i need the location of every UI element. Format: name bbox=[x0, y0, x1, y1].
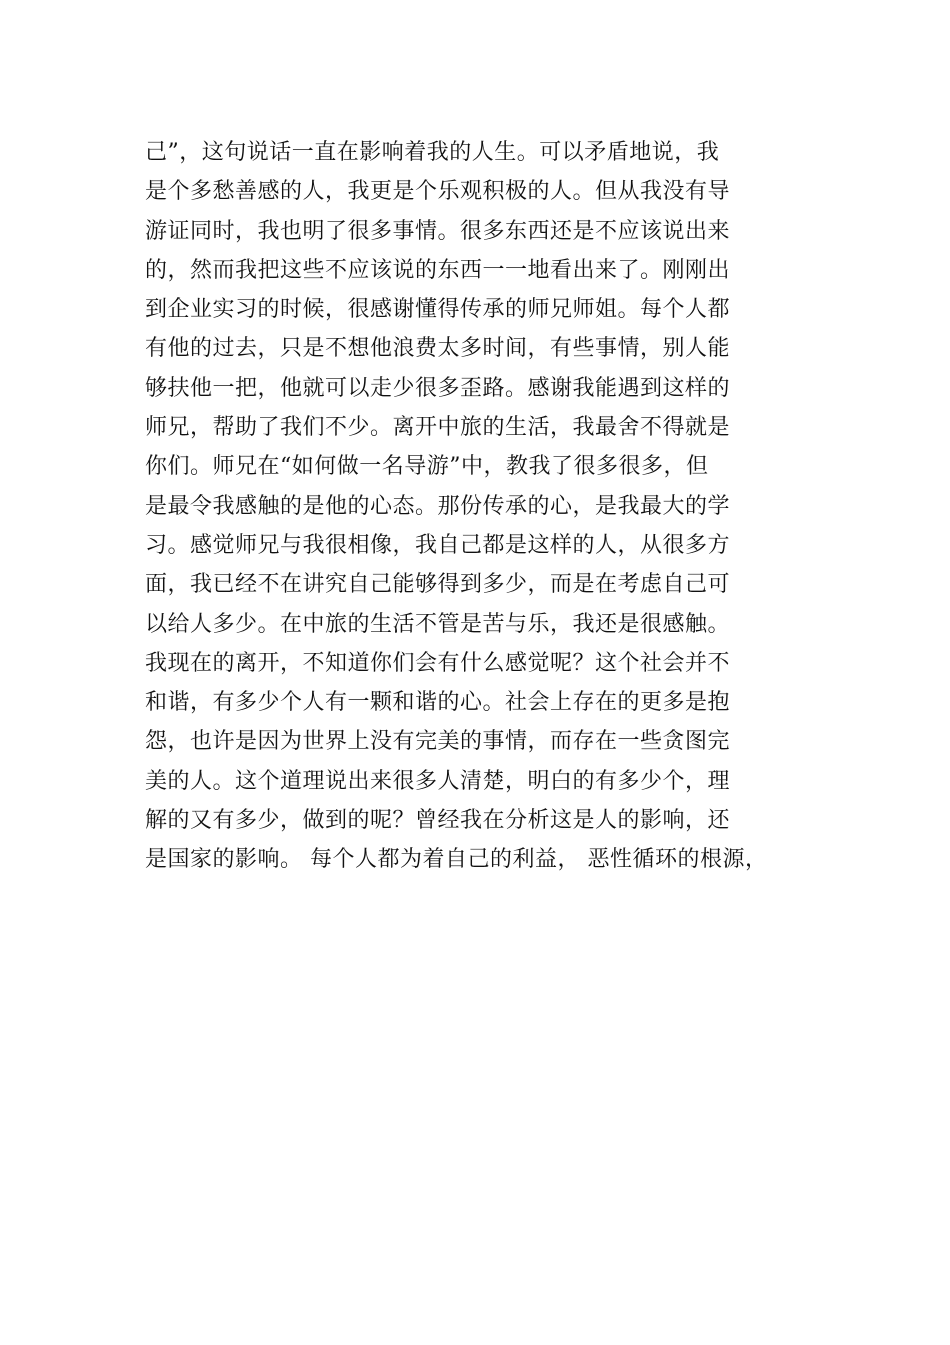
text-line: 是最令我感触的是他的心态。那份传承的心，是我最大的学 bbox=[145, 493, 731, 519]
text-line: 是国家的影响。 每个人都为着自己的利益， 恶性循环的根源， bbox=[145, 847, 768, 873]
body-text bbox=[145, 133, 805, 880]
text-line: 到企业实习的时候，很感谢懂得传承的师兄师姐。每个人都 bbox=[145, 297, 731, 323]
text-line: 有他的过去，只是不想他浪费太多时间，有些事情，别人能 bbox=[145, 336, 731, 362]
text-line: 怨，也许是因为世界上没有完美的事情，而存在一些贪图完 bbox=[145, 729, 731, 755]
text-line: 美的人。这个道理说出来很多人清楚，明白的有多少个，理 bbox=[145, 768, 731, 794]
text-line: 解的又有多少，做到的呢？曾经我在分析这是人的影响，还 bbox=[145, 808, 731, 834]
text-line: 己”，这句说话一直在影响着我的人生。可以矛盾地说，我 bbox=[145, 140, 720, 165]
text-line: 游证同时，我也明了很多事情。很多东西还是不应该说出来 bbox=[145, 218, 731, 244]
text-line: 以给人多少。在中旅的生活不管是苦与乐，我还是很感触。 bbox=[145, 611, 731, 637]
text-line: 够扶他一把，他就可以走少很多歪路。感谢我能遇到这样的 bbox=[145, 375, 731, 401]
text-line: 和谐，有多少个人有一颗和谐的心。社会上存在的更多是抱 bbox=[145, 690, 731, 716]
text-line: 我现在的离开，不知道你们会有什么感觉呢？这个社会并不 bbox=[145, 650, 731, 676]
text-line: 面，我已经不在讲究自己能够得到多少，而是在考虑自己可 bbox=[145, 572, 731, 598]
text-line: 师兄，帮助了我们不少。离开中旅的生活，我最舍不得就是 bbox=[145, 415, 731, 441]
text-line: 是个多愁善感的人，我更是个乐观积极的人。但从我没有导 bbox=[145, 179, 731, 205]
text-line: 的，然而我把这些不应该说的东西一一地看出来了。刚刚出 bbox=[145, 257, 731, 283]
text-line: 你们。师兄在“如何做一名导游”中，教我了很多很多，但 bbox=[145, 454, 709, 480]
text-line: 习。感觉师兄与我很相像，我自己都是这样的人，从很多方 bbox=[145, 532, 731, 558]
